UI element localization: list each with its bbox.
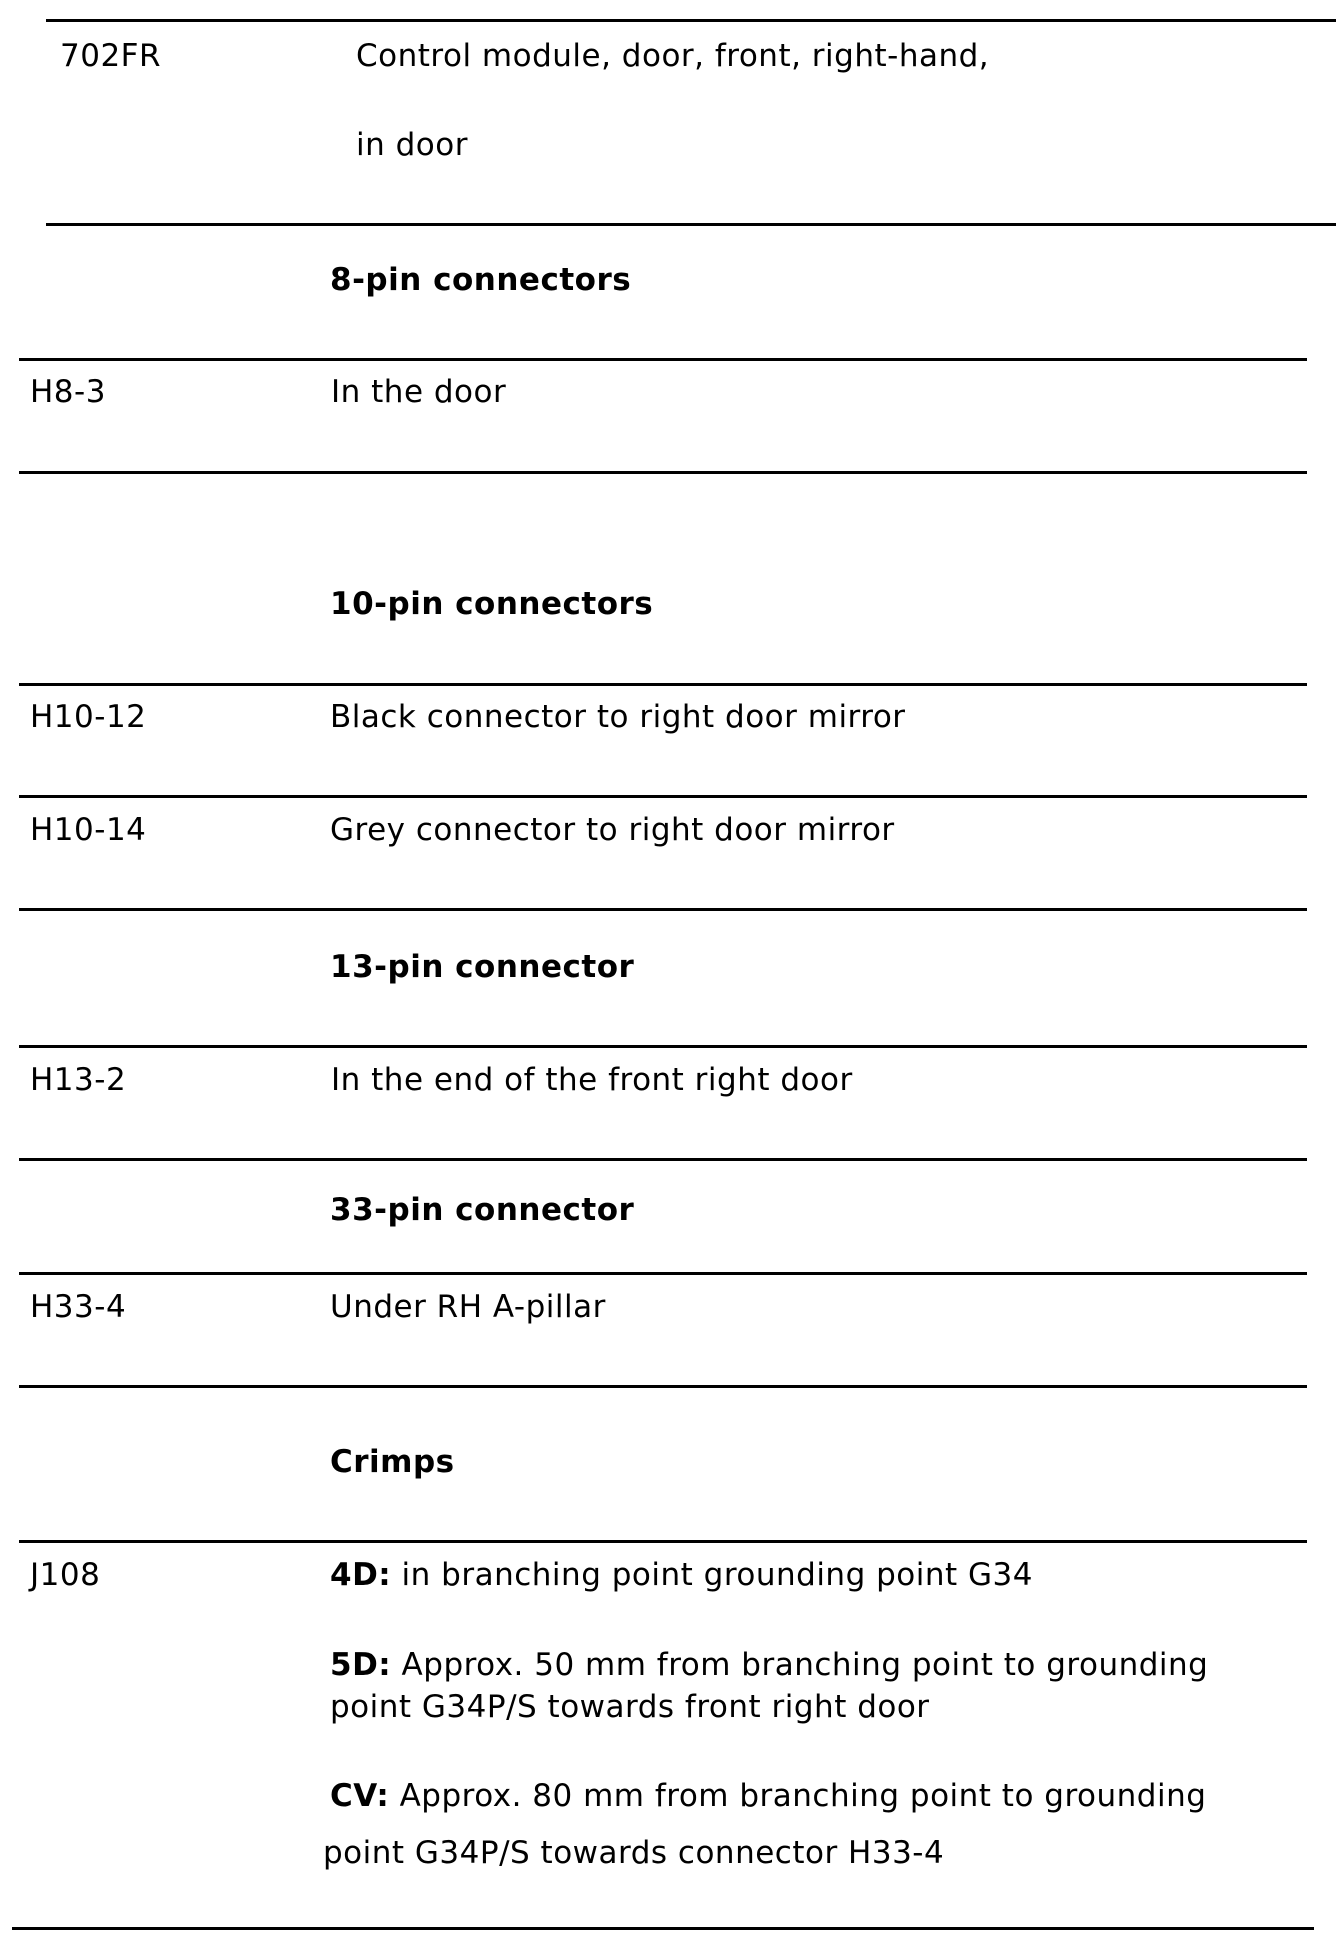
crimp-code-j108: J108 [30,1557,101,1593]
section-heading-13pin: 13-pin connector [330,949,635,985]
crimp-entry-5d-line1 [330,1644,1208,1686]
component-code: 702FR [60,38,162,74]
rule-13pin-top [19,1045,1307,1048]
section-heading-33pin: 33-pin connector [330,1192,635,1228]
connector-code-h33-4: H33-4 [30,1289,127,1325]
rule-10pin-mid [19,795,1307,798]
bottom-rule [12,1927,1314,1930]
component-description-line2: in door [356,127,468,163]
section-heading-8pin: 8-pin connectors [330,262,632,298]
top-rule [46,19,1336,22]
crimp-text-4d: in branching point grounding point G34 [391,1557,1033,1593]
crimp-text-5d-line2: point G34P/S towards front right door [330,1689,930,1725]
component-description-line1: Control module, door, front, right-hand, [356,38,990,74]
section-heading-crimps: Crimps [330,1444,455,1480]
connector-desc-h33-4: Under RH A-pillar [330,1289,606,1325]
rule-13pin-bottom [19,1158,1307,1161]
rule-10pin-bottom [19,908,1307,911]
crimp-text-cv-line2: point G34P/S towards connector H33-4 [323,1835,945,1871]
rule-10pin-top [19,683,1307,686]
rule-8pin-bottom [19,471,1307,474]
connector-code-h10-14: H10-14 [30,812,147,848]
connector-code-h13-2: H13-2 [30,1062,127,1098]
crimp-label-cv: CV: [330,1778,390,1814]
rule-crimps-top [19,1540,1307,1543]
section-heading-10pin: 10-pin connectors [330,586,654,622]
crimp-text-5d-line1: Approx. 50 mm from branching point to grounding [391,1647,1209,1683]
connector-desc-h13-2: In the end of the front right door [331,1062,853,1098]
connector-desc-h8-3: In the door [331,374,507,410]
connector-code-h8-3: H8-3 [30,374,106,410]
crimp-text-cv-line1: Approx. 80 mm from branching point to grounding [389,1778,1207,1814]
connector-desc-h10-12: Black connector to right door mirror [330,699,906,735]
header-bottom-rule [46,223,1336,226]
rule-33pin-top [19,1272,1307,1275]
rule-8pin-top [19,358,1307,361]
crimp-entry-4d [330,1554,1033,1596]
connector-code-h10-12: H10-12 [30,699,147,735]
connector-desc-h10-14: Grey connector to right door mirror [330,812,895,848]
rule-33pin-bottom [19,1385,1307,1388]
crimp-label-4d: 4D: [330,1557,392,1593]
crimp-label-5d: 5D: [330,1647,392,1683]
crimp-entry-cv-line1 [330,1775,1206,1817]
